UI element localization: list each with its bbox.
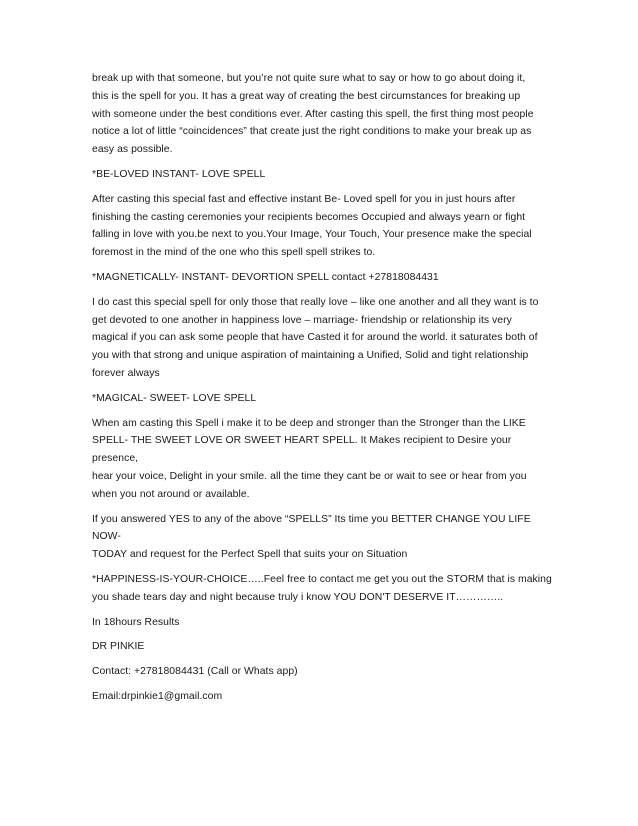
paragraph-results: In 18hours Results	[92, 616, 180, 628]
paragraph-contact-email: Email:drpinkie1@gmail.com	[92, 690, 223, 702]
heading-magical-sweet-spell: *MAGICAL- SWEET- LOVE SPELL	[92, 392, 257, 404]
paragraph-answered-yes: If you answered YES to any of the above “SPELLS” Its time you BETTER CHANGE YOU LIFE NOW- TODAY and request for the Perfect Spell that suits your on Situation	[92, 513, 531, 561]
document-page	[92, 70, 552, 713]
paragraph-sweet-love: When am casting this Spell i make it to be deep and stronger than the Stronger than the LIKE SPELL- THE SWEET LOVE OR SWEET HEART SPELL. It Makes recipient to Desire your presence, hear your voice, Delight in your smile. all the time they cant be or wait to see or hear from you when you not around or available.	[92, 417, 527, 500]
paragraph-contact-phone: Contact: +27818084431 (Call or Whats app)	[92, 666, 298, 678]
paragraph-happiness-choice: *HAPPINESS-IS-YOUR-CHOICE…..Feel free to contact me get you out the STORM that is making you shade tears day and night because truly i know YOU DON'T DESERVE IT…………..	[92, 573, 552, 603]
paragraph-breakup-intro: break up with that someone, but you’re not quite sure what to say or how to go about doing it, this is the spell for you. It has a great way of creating the best circumstances for breaking up with someone under the best conditions ever. After casting this spell, the first thing most people notice a lot of little “coincidences” that create just the right conditions to make your break up as easy as possible.	[92, 73, 534, 156]
heading-be-loved-spell: *BE-LOVED INSTANT- LOVE SPELL	[92, 168, 266, 180]
heading-magnetically-spell: *MAGNETICALLY- INSTANT- DEVORTION SPELL contact +27818084431	[92, 271, 439, 283]
paragraph-be-loved: After casting this special fast and effective instant Be- Loved spell for you in just hours after finishing the casting ceremonies your recipients becomes Occupied and always yearn or fight falling in love with you.be next to you.Your Image, Your Touch, Your presence make the special foremost in the mind of the one who this spell spell strikes to.	[92, 193, 532, 259]
paragraph-devotion: I do cast this special spell for only those that really love – like one another and all they want is to get devoted to one another in happiness love – marriage- friendship or relationship its very magical if you can ask some people that have Casted it for around the world. it saturates both of you with that strong and unique aspiration of maintaining a Unified, Solid and tight relationship forever always	[92, 296, 539, 379]
paragraph-signature-name: DR PINKIE	[92, 641, 145, 653]
